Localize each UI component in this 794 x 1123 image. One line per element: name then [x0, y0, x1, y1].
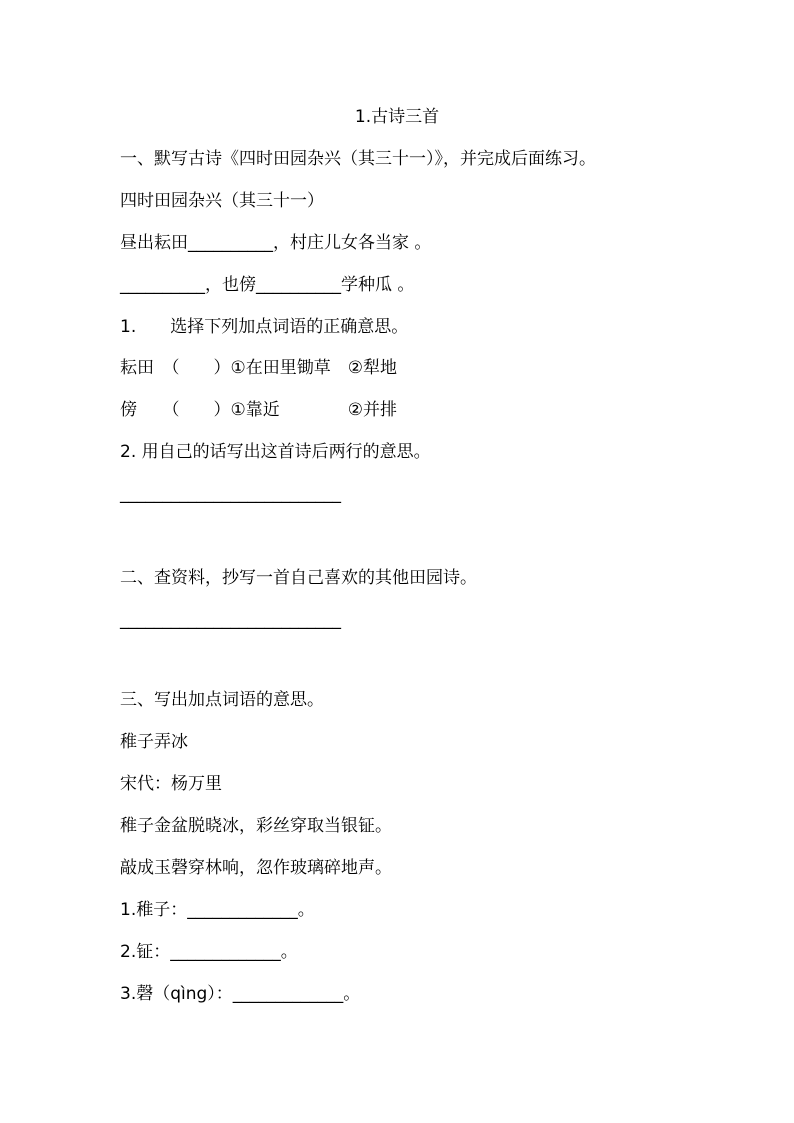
poem-line-1: 昼出耘田__________，村庄儿女各当家 。: [120, 233, 432, 253]
question-2: 2. 用自己的话写出这首诗后两行的意思。: [120, 442, 431, 462]
choice-row-yuntian: 耘田 （ ）①在田里锄草 ②犁地: [120, 358, 397, 378]
poem2-author: 宋代：杨万里: [120, 774, 222, 794]
page-title: 1.古诗三首: [354, 107, 440, 127]
fill-item-2: 2.钲：_____________。: [120, 942, 298, 962]
answer-blank-2: __________________________: [120, 610, 341, 630]
answer-blank-1: __________________________: [120, 484, 341, 504]
fill-item-3: 3.磬（qìng）：_____________。: [120, 984, 361, 1004]
section-3-heading: 三、写出加点词语的意思。: [120, 690, 324, 710]
question-1: 1. 选择下列加点词语的正确意思。: [120, 317, 409, 337]
poem2-line-1: 稚子金盆脱晓冰，彩丝穿取当银钲。: [120, 816, 392, 836]
poem2-title: 稚子弄冰: [120, 732, 188, 752]
fill-item-1: 1.稚子：_____________。: [120, 900, 315, 920]
choice-row-bang: 傍 （ ）①靠近 ②并排: [120, 400, 397, 420]
section-1-heading: 一、默写古诗《四时田园杂兴（其三十一）》，并完成后面练习。: [120, 149, 596, 169]
poem-title: 四时田园杂兴（其三十一）: [120, 191, 324, 211]
section-2-heading: 二、查资料，抄写一首自己喜欢的其他田园诗。: [120, 568, 477, 588]
poem-line-2: __________，也傍__________学种瓜 。: [120, 275, 415, 295]
poem2-line-2: 敲成玉磬穿林响，忽作玻璃碎地声。: [120, 858, 392, 878]
